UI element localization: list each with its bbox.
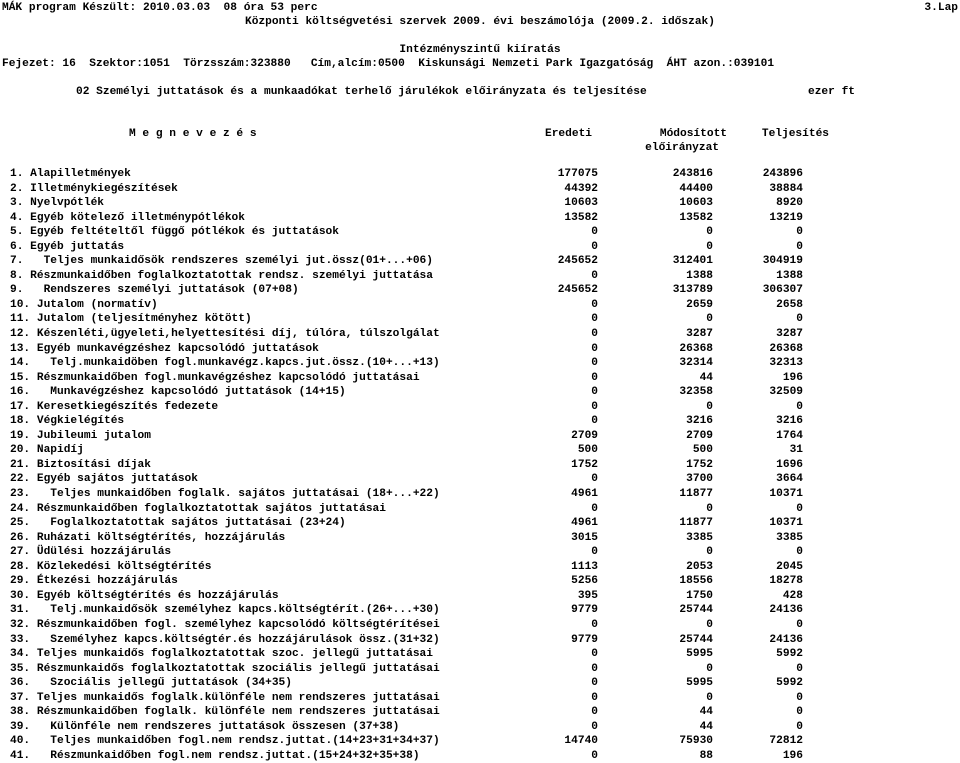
modified-value: 0 bbox=[706, 240, 713, 253]
actual-value: 5992 bbox=[776, 648, 803, 661]
actual-value: 196 bbox=[782, 371, 803, 384]
original-value: 0 bbox=[591, 400, 598, 413]
column-header-name: M e g n e v e z é s bbox=[129, 128, 257, 140]
original-value: 177075 bbox=[557, 168, 598, 180]
original-value: 44392 bbox=[564, 182, 598, 195]
actual-value: 18278 bbox=[769, 575, 803, 588]
row-label: 3. Nyelvpótlék bbox=[10, 197, 104, 210]
original-value: 13582 bbox=[564, 211, 598, 224]
modified-value: 243816 bbox=[672, 168, 713, 180]
actual-value: 32313 bbox=[769, 357, 803, 370]
original-value: 0 bbox=[591, 357, 598, 370]
actual-value: 0 bbox=[796, 240, 803, 253]
original-value: 245652 bbox=[557, 255, 598, 268]
row-label: 9. Rendszeres személyi juttatások (07+08) bbox=[10, 284, 299, 297]
table-row bbox=[0, 545, 960, 560]
table-row bbox=[0, 574, 960, 589]
actual-value: 3385 bbox=[776, 531, 803, 544]
actual-value: 0 bbox=[796, 706, 803, 719]
row-label: 30. Egyéb költségtérítés és hozzájárulás bbox=[10, 589, 279, 602]
actual-value: 5992 bbox=[776, 677, 803, 690]
actual-value: 3287 bbox=[776, 328, 803, 341]
modified-value: 1388 bbox=[686, 269, 713, 282]
section-title: 02 Személyi juttatások és a munkaadókat terhelő járulékok előirányzata és teljesítése bbox=[76, 86, 647, 98]
row-label: 39. Különféle nem rendszeres juttatások összesen (37+38) bbox=[10, 720, 400, 733]
row-label: 10. Jutalom (normatív) bbox=[10, 298, 158, 311]
modified-value: 0 bbox=[706, 502, 713, 515]
actual-value: 1696 bbox=[776, 458, 803, 471]
row-label: 20. Napidíj bbox=[10, 444, 84, 457]
row-label: 31. Telj.munkaidősök személyhez kapcs.költségtérít.(26+...+30) bbox=[10, 604, 440, 617]
row-label: 1. Alapilletmények bbox=[10, 168, 131, 180]
row-label: 23. Teljes munkaidőben foglalk. sajátos juttatásai (18+...+22) bbox=[10, 488, 440, 501]
actual-value: 0 bbox=[796, 691, 803, 704]
modified-value: 3385 bbox=[686, 531, 713, 544]
actual-value: 243896 bbox=[762, 168, 803, 180]
modified-value: 0 bbox=[706, 226, 713, 239]
page-number: 3.Lap bbox=[924, 2, 958, 14]
table-row bbox=[0, 705, 960, 720]
table-row bbox=[0, 749, 960, 763]
table-row bbox=[0, 196, 960, 211]
original-value: 1113 bbox=[571, 560, 598, 573]
table-row bbox=[0, 472, 960, 487]
table-row bbox=[0, 502, 960, 517]
actual-value: 24136 bbox=[769, 604, 803, 617]
original-value: 0 bbox=[591, 473, 598, 486]
row-label: 13. Egyéb munkavégzéshez kapcsolódó juttatások bbox=[10, 342, 319, 355]
actual-value: 31 bbox=[789, 444, 803, 457]
modified-value: 13582 bbox=[679, 211, 713, 224]
actual-value: 1388 bbox=[776, 269, 803, 282]
original-value: 4961 bbox=[571, 517, 598, 530]
column-header-actual: Teljesítés bbox=[761, 128, 829, 140]
original-value: 9779 bbox=[571, 604, 598, 617]
table-row bbox=[0, 458, 960, 473]
original-value: 14740 bbox=[564, 735, 598, 748]
original-value: 5256 bbox=[571, 575, 598, 588]
row-label: 11. Jutalom (teljesítményhez kötött) bbox=[10, 313, 252, 326]
actual-value: 32509 bbox=[769, 386, 803, 399]
table-row bbox=[0, 676, 960, 691]
modified-value: 2659 bbox=[686, 298, 713, 311]
row-label: 8. Részmunkaidőben foglalkoztatottak rendsz. személyi juttatása bbox=[10, 269, 433, 282]
table-row bbox=[0, 560, 960, 575]
row-label: 22. Egyéb sajátos juttatások bbox=[10, 473, 198, 486]
table-row bbox=[0, 487, 960, 502]
original-value: 2709 bbox=[571, 429, 598, 442]
actual-value: 306307 bbox=[762, 284, 803, 297]
original-value: 0 bbox=[591, 749, 598, 762]
row-label: 6. Egyéb juttatás bbox=[10, 240, 125, 253]
actual-value: 10371 bbox=[769, 488, 803, 501]
original-value: 0 bbox=[591, 328, 598, 341]
modified-value: 25744 bbox=[679, 604, 713, 617]
row-label: 35. Részmunkaidős foglalkoztatottak szociális jellegű juttatásai bbox=[10, 662, 440, 675]
original-value: 0 bbox=[591, 371, 598, 384]
original-value: 4961 bbox=[571, 488, 598, 501]
original-value: 0 bbox=[591, 240, 598, 253]
row-label: 34. Teljes munkaidős foglalkoztatottak szoc. jellegű juttatásai bbox=[10, 648, 433, 661]
listing-title: Intézményszintű kiíratás bbox=[399, 44, 561, 56]
actual-value: 304919 bbox=[762, 255, 803, 268]
modified-value: 44 bbox=[699, 720, 713, 733]
modified-value: 0 bbox=[706, 546, 713, 559]
original-value: 395 bbox=[577, 589, 598, 602]
actual-value: 0 bbox=[796, 313, 803, 326]
modified-value: 1752 bbox=[686, 458, 713, 471]
modified-value: 3287 bbox=[686, 328, 713, 341]
table-row bbox=[0, 240, 960, 255]
table-row bbox=[0, 603, 960, 618]
actual-value: 8920 bbox=[776, 197, 803, 210]
original-value: 0 bbox=[591, 720, 598, 733]
original-value: 9779 bbox=[571, 633, 598, 646]
table-row bbox=[0, 182, 960, 197]
row-label: 12. Készenléti,ügyeleti,helyettesítési díj, túlóra, túlszolgálat bbox=[10, 328, 440, 341]
actual-value: 0 bbox=[796, 502, 803, 515]
row-label: 38. Részmunkaidőben foglalk. különféle nem rendszeres juttatásai bbox=[10, 706, 440, 719]
row-label: 14. Telj.munkaidöben fogl.munkavégz.kapcs.jut.össz.(10+...+13) bbox=[10, 357, 440, 370]
original-value: 0 bbox=[591, 662, 598, 675]
row-label: 24. Részmunkaidőben foglalkoztatottak sajátos juttatásai bbox=[10, 502, 386, 515]
column-header-modified: Módosított bbox=[659, 128, 727, 140]
modified-value: 5995 bbox=[686, 677, 713, 690]
row-label: 25. Foglalkoztatottak sajátos juttatásai (23+24) bbox=[10, 517, 346, 530]
original-value: 1752 bbox=[571, 458, 598, 471]
actual-value: 3216 bbox=[776, 415, 803, 428]
identity-line: Fejezet: 16 Szektor:1051 Törzsszám:323880 Cím,alcím:0500 Kiskunsági Nemzeti Park Igazgatóság ÁHT azon.:039101 bbox=[2, 58, 775, 70]
original-value: 0 bbox=[591, 691, 598, 704]
original-value: 0 bbox=[591, 546, 598, 559]
table-row bbox=[0, 647, 960, 662]
original-value: 245652 bbox=[557, 284, 598, 297]
data-table bbox=[0, 167, 960, 763]
table-row bbox=[0, 691, 960, 706]
table-row bbox=[0, 618, 960, 633]
program-line: MÁK program Készült: 2010.03.03 08 óra 53 perc bbox=[2, 2, 318, 14]
modified-value: 313789 bbox=[672, 284, 713, 297]
table-row bbox=[0, 720, 960, 735]
modified-value: 312401 bbox=[672, 255, 713, 268]
modified-value: 3700 bbox=[686, 473, 713, 486]
table-row bbox=[0, 414, 960, 429]
modified-value: 75930 bbox=[679, 735, 713, 748]
original-value: 0 bbox=[591, 342, 598, 355]
original-value: 10603 bbox=[564, 197, 598, 210]
row-label: 40. Teljes munkaidőben fogl.nem rendsz.juttat.(14+23+31+34+37) bbox=[10, 735, 440, 748]
actual-value: 1764 bbox=[776, 429, 803, 442]
row-label: 5. Egyéb feltételtől függő pótlékok és juttatások bbox=[10, 226, 339, 239]
actual-value: 0 bbox=[796, 662, 803, 675]
modified-value: 1750 bbox=[686, 589, 713, 602]
original-value: 0 bbox=[591, 648, 598, 661]
actual-value: 196 bbox=[782, 749, 803, 762]
column-header-modified-sub: előirányzat bbox=[645, 142, 719, 154]
actual-value: 13219 bbox=[769, 211, 803, 224]
modified-value: 0 bbox=[706, 691, 713, 704]
actual-value: 0 bbox=[796, 546, 803, 559]
table-row bbox=[0, 312, 960, 327]
modified-value: 3216 bbox=[686, 415, 713, 428]
row-label: 19. Jubileumi jutalom bbox=[10, 429, 151, 442]
table-row bbox=[0, 589, 960, 604]
modified-value: 18556 bbox=[679, 575, 713, 588]
actual-value: 10371 bbox=[769, 517, 803, 530]
original-value: 0 bbox=[591, 269, 598, 282]
modified-value: 5995 bbox=[686, 648, 713, 661]
original-value: 0 bbox=[591, 618, 598, 631]
row-label: 26. Ruházati költségtérítés, hozzájárulás bbox=[10, 531, 286, 544]
modified-value: 44 bbox=[699, 706, 713, 719]
actual-value: 0 bbox=[796, 400, 803, 413]
original-value: 0 bbox=[591, 298, 598, 311]
row-label: 4. Egyéb kötelező illetménypótlékok bbox=[10, 211, 245, 224]
modified-value: 44400 bbox=[679, 182, 713, 195]
modified-value: 10603 bbox=[679, 197, 713, 210]
actual-value: 0 bbox=[796, 720, 803, 733]
report-subtitle: Központi költségvetési szervek 2009. évi beszámolója (2009.2. időszak) bbox=[245, 16, 715, 28]
original-value: 0 bbox=[591, 386, 598, 399]
modified-value: 44 bbox=[699, 371, 713, 384]
row-label: 17. Keresetkiegészítés fedezete bbox=[10, 400, 219, 413]
table-row bbox=[0, 298, 960, 313]
table-row bbox=[0, 443, 960, 458]
unit-label: ezer ft bbox=[808, 86, 855, 98]
table-row bbox=[0, 633, 960, 648]
table-row bbox=[0, 385, 960, 400]
actual-value: 24136 bbox=[769, 633, 803, 646]
actual-value: 0 bbox=[796, 618, 803, 631]
actual-value: 2045 bbox=[776, 560, 803, 573]
row-label: 15. Részmunkaidőben fogl.munkavégzéshez kapcsolódó juttatásai bbox=[10, 371, 420, 384]
row-label: 27. Üdülési hozzájárulás bbox=[10, 546, 172, 559]
modified-value: 26368 bbox=[679, 342, 713, 355]
table-row bbox=[0, 283, 960, 298]
table-row bbox=[0, 662, 960, 677]
table-row bbox=[0, 371, 960, 386]
row-label: 33. Személyhez kapcs.költségtér.és hozzájárulások össz.(31+32) bbox=[10, 633, 440, 646]
row-label: 36. Szociális jellegű juttatások (34+35) bbox=[10, 677, 292, 690]
modified-value: 0 bbox=[706, 618, 713, 631]
actual-value: 26368 bbox=[769, 342, 803, 355]
table-row bbox=[0, 211, 960, 226]
modified-value: 0 bbox=[706, 400, 713, 413]
row-label: 21. Biztosítási díjak bbox=[10, 458, 151, 471]
original-value: 0 bbox=[591, 313, 598, 326]
table-row bbox=[0, 429, 960, 444]
modified-value: 2053 bbox=[686, 560, 713, 573]
modified-value: 0 bbox=[706, 313, 713, 326]
modified-value: 25744 bbox=[679, 633, 713, 646]
row-label: 29. Étkezési hozzájárulás bbox=[10, 575, 178, 588]
modified-value: 0 bbox=[706, 662, 713, 675]
original-value: 0 bbox=[591, 677, 598, 690]
table-row bbox=[0, 400, 960, 415]
actual-value: 0 bbox=[796, 226, 803, 239]
actual-value: 2658 bbox=[776, 298, 803, 311]
table-row bbox=[0, 327, 960, 342]
table-row bbox=[0, 269, 960, 284]
table-row bbox=[0, 225, 960, 240]
actual-value: 38884 bbox=[769, 182, 803, 195]
actual-value: 428 bbox=[782, 589, 803, 602]
modified-value: 11877 bbox=[679, 517, 713, 530]
row-label: 28. Közlekedési költségtérítés bbox=[10, 560, 212, 573]
original-value: 0 bbox=[591, 226, 598, 239]
modified-value: 32358 bbox=[679, 386, 713, 399]
modified-value: 11877 bbox=[679, 488, 713, 501]
original-value: 0 bbox=[591, 706, 598, 719]
row-label: 2. Illetménykiegészítések bbox=[10, 182, 178, 195]
modified-value: 32314 bbox=[679, 357, 713, 370]
row-label: 41. Részmunkaidőben fogl.nem rendsz.juttat.(15+24+32+35+38) bbox=[10, 749, 420, 762]
original-value: 500 bbox=[577, 444, 598, 457]
actual-value: 3664 bbox=[776, 473, 803, 486]
table-row bbox=[0, 516, 960, 531]
table-row bbox=[0, 167, 960, 182]
original-value: 0 bbox=[591, 502, 598, 515]
table-row bbox=[0, 734, 960, 749]
row-label: 18. Végkielégítés bbox=[10, 415, 125, 428]
table-row bbox=[0, 254, 960, 269]
row-label: 7. Teljes munkaidősök rendszeres személyi jut.össz(01+...+06) bbox=[10, 255, 433, 268]
table-row bbox=[0, 342, 960, 357]
original-value: 3015 bbox=[571, 531, 598, 544]
modified-value: 500 bbox=[692, 444, 713, 457]
modified-value: 2709 bbox=[686, 429, 713, 442]
column-header-original: Eredeti bbox=[545, 128, 592, 140]
actual-value: 72812 bbox=[769, 735, 803, 748]
row-label: 16. Munkavégzéshez kapcsolódó juttatások (14+15) bbox=[10, 386, 346, 399]
modified-value: 88 bbox=[699, 749, 713, 762]
row-label: 37. Teljes munkaidős foglalk.különféle nem rendszeres juttatásai bbox=[10, 691, 440, 704]
table-row bbox=[0, 356, 960, 371]
original-value: 0 bbox=[591, 415, 598, 428]
table-row bbox=[0, 531, 960, 546]
row-label: 32. Részmunkaidőben fogl. személyhez kapcsolódó költségtérítései bbox=[10, 618, 440, 631]
